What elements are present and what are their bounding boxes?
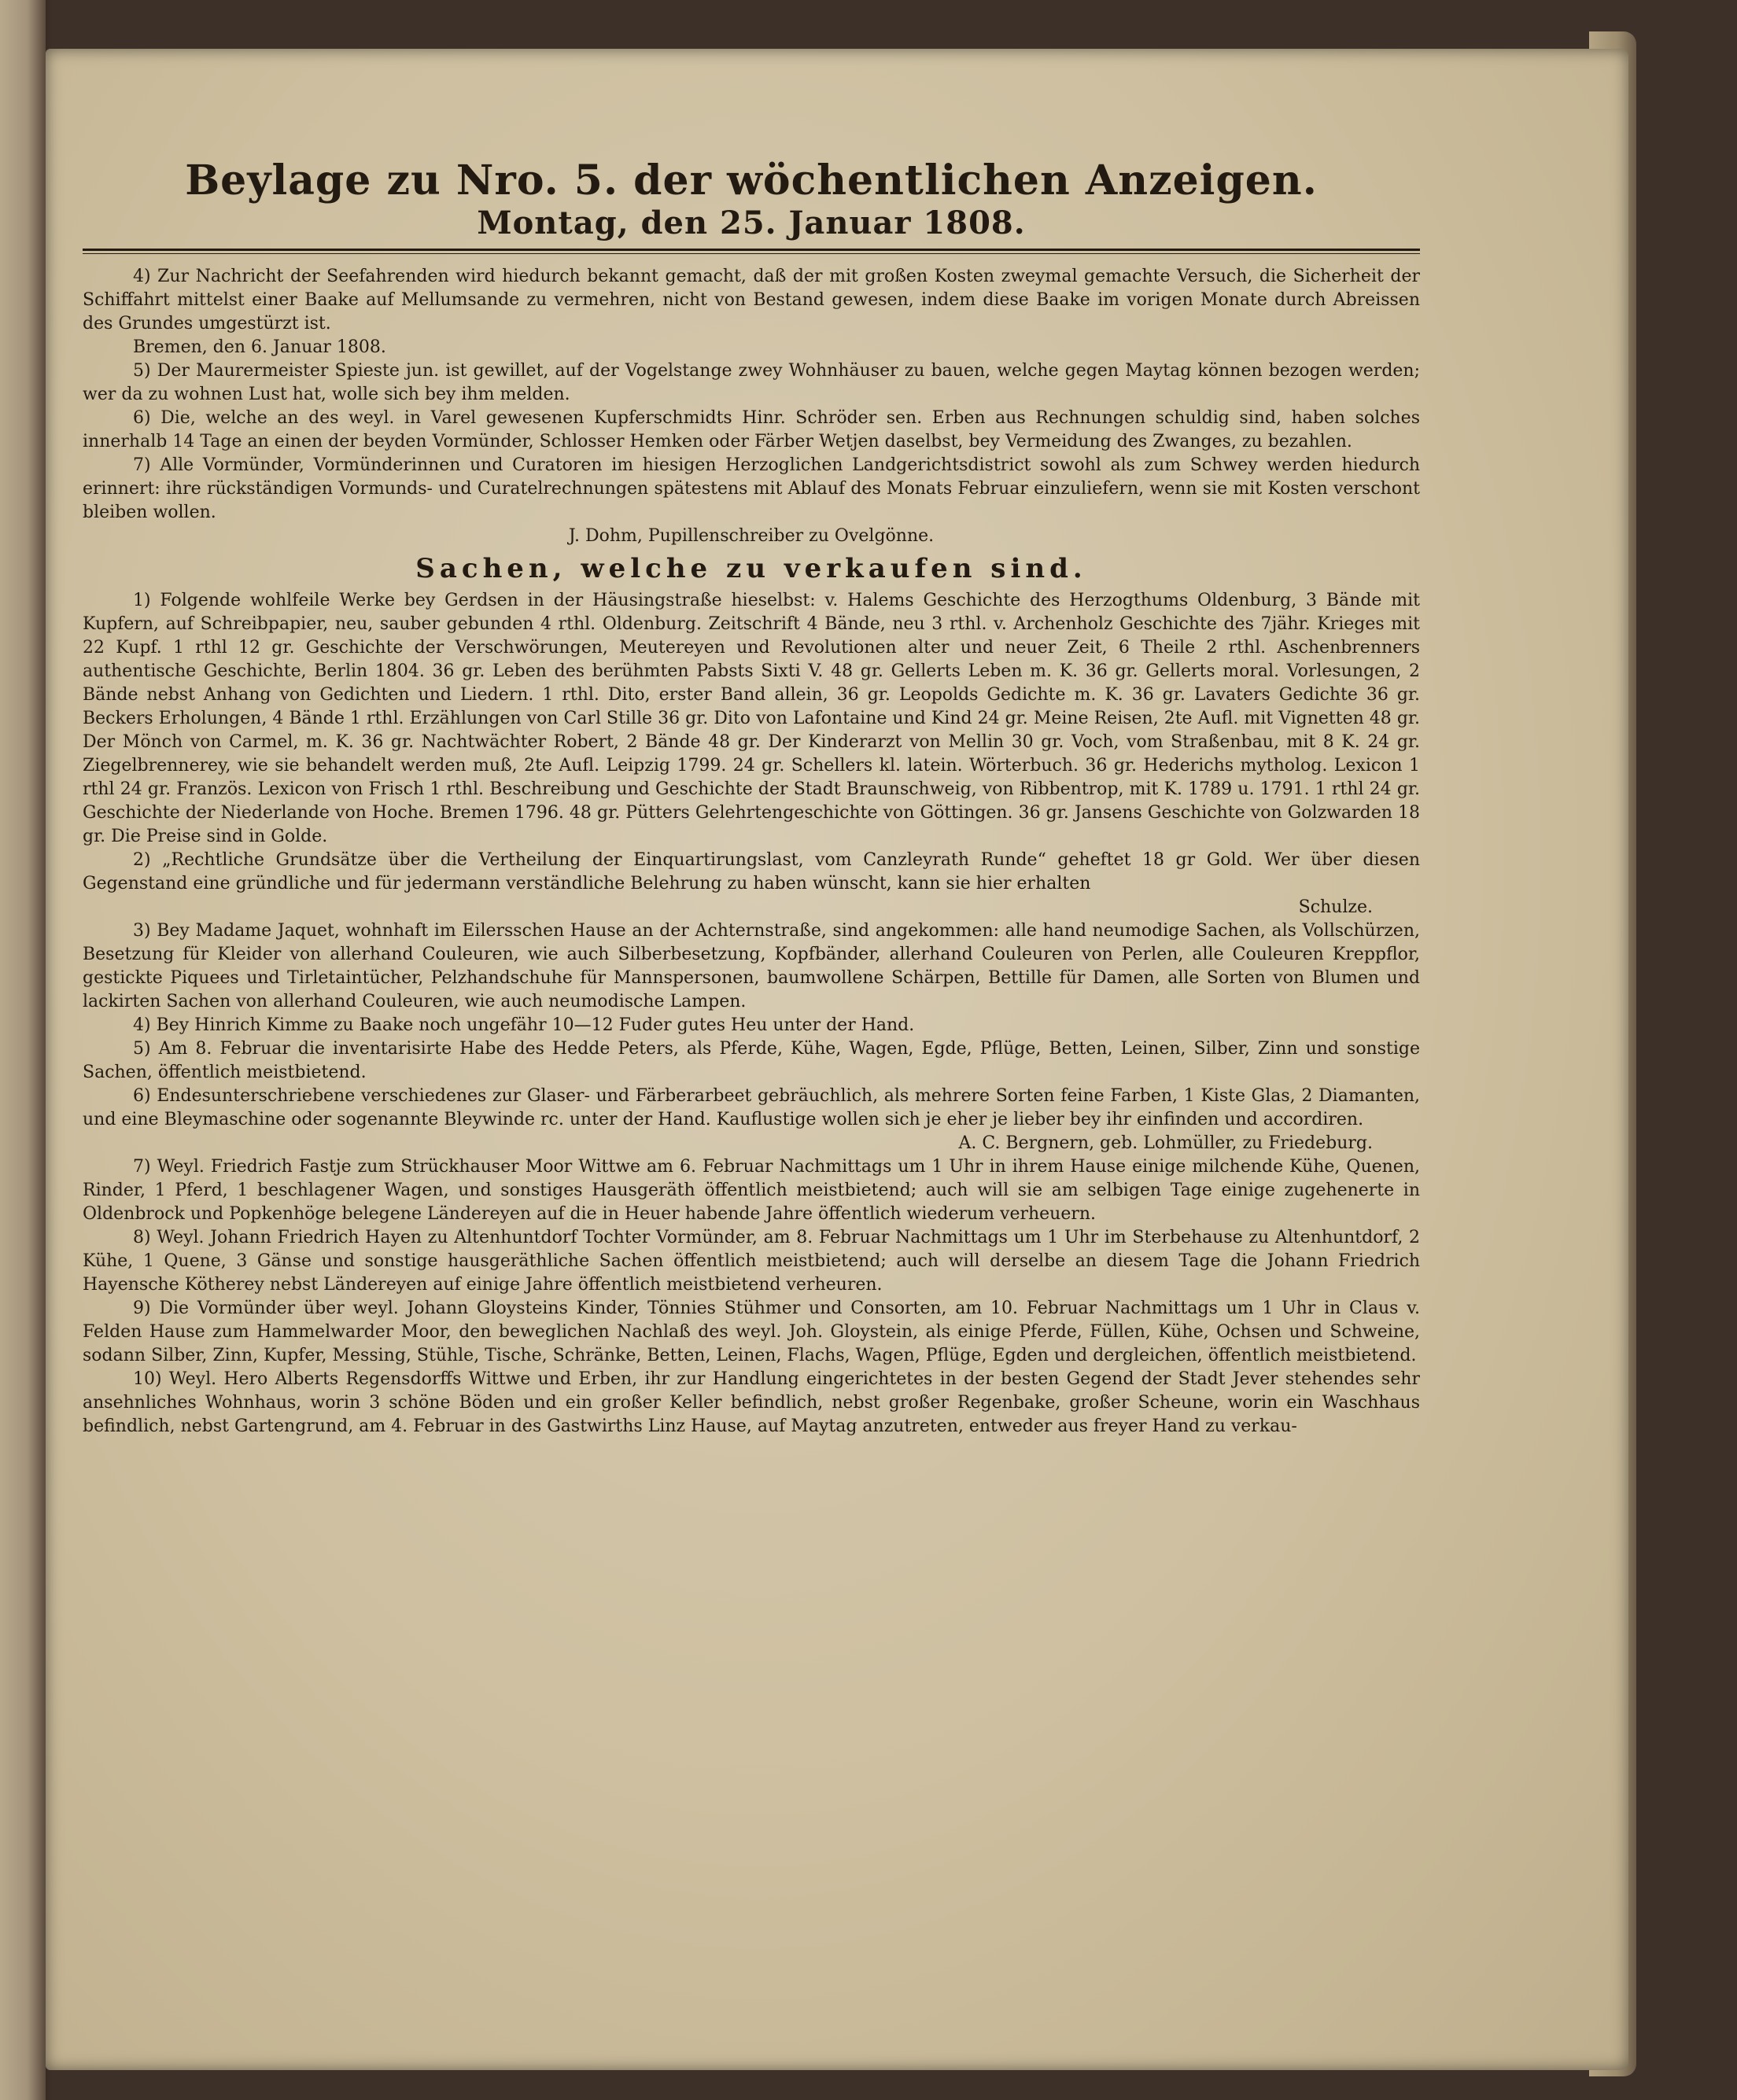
notice-4-dateline: Bremen, den 6. Januar 1808. <box>133 337 386 357</box>
previous-page-edge <box>0 0 46 2100</box>
page-title: Beylage zu Nro. 5. der wöchentlichen Anzeigen. <box>185 157 1318 204</box>
sale-2-signature: Schulze. <box>1298 897 1373 917</box>
sale-2: 2) „Rechtliche Grundsätze über die Vertheilung der Einquartirungslast, vom Canzleyrath Runde“ geheftet 18 gr Gold. Wer über diesen Gegenstand eine gründliche und für jedermann verständliche Belehrung zu haben wünscht, kann sie hier erhalten <box>83 850 1420 893</box>
section-title: Sachen, welche zu verkaufen sind. <box>415 553 1087 584</box>
notice-6: 6) Die, welche an des weyl. in Varel gewesenen Kupferschmidts Hinr. Schröder sen. Erben aus Rechnungen schuldig sind, haben solches innerhalb 14 Tage an einen der beyden Vormünder, Schlosser Hemken oder Färber Wetjen daselbst, bey Vermeidung des Zwanges, zu bezahlen. <box>83 408 1420 451</box>
notice-7: 7) Alle Vormünder, Vormünderinnen und Curatoren im hiesigen Herzoglichen Landgerichtsdistrict sowohl als zum Schwey werden hiedurch erinnert: ihre rückständigen Vormunds- und Curatelrechnungen spätestens mit Ablauf des Monats Februar einzuliefern, wenn sie mit Kosten verschont bleiben wollen. <box>83 455 1420 522</box>
sale-6: 6) Endesunterschriebene verschiedenes zur Glaser- und Färberarbeet gebräuchlich, als mehrere Sorten feine Farben, 1 Kiste Glas, 2 Diamanten, und eine Bleymaschine oder sogenannte Bleywinde rc. unter der Hand. Kauflustige wollen sich je eher je lieber bey ihr einfinden und accordiren. <box>83 1086 1420 1129</box>
page-content <box>83 157 1420 2061</box>
sale-5: 5) Am 8. Februar die inventarisirte Habe des Hedde Peters, als Pferde, Kühe, Wagen, Egde, Pflüge, Betten, Leinen, Silber, Zinn und sonstige Sachen, öffentlich meistbietend. <box>83 1039 1420 1082</box>
sale-3: 3) Bey Madame Jaquet, wohnhaft im Eilersschen Hause an der Achternstraße, sind angekommen: alle hand neumodige Sachen, als Vollschürzen, Besetzung für Kleider von allerhand Couleuren, wie auch Silberbesetzung, Kopfbänder, allerhand Couleuren von Perlen, alle Couleuren Kreppflor, gestickte Piquees und Tirletaintücher, Pelzhandschuhe für Mannspersonen, baumwollene Schärpen, Bettille für Damen, alle Sorten von Blumen und lackirten Sachen von allerhand Couleuren, wie auch neumodische Lampen. <box>83 921 1420 1011</box>
header-rule <box>83 249 1420 254</box>
page-date: Montag, den 25. Januar 1808. <box>477 204 1026 241</box>
sale-6-signature: A. C. Bergnern, geb. Lohmüller, zu Friedeburg. <box>958 1133 1373 1153</box>
sale-4: 4) Bey Hinrich Kimme zu Baake noch ungefähr 10—12 Fuder gutes Heu unter der Hand. <box>133 1015 915 1035</box>
sale-8: 8) Weyl. Johann Friedrich Hayen zu Altenhuntdorf Tochter Vormünder, am 8. Februar Nachmittags um 1 Uhr im Sterbehause zu Altenhuntdorf, 2 Kühe, 1 Quene, 3 Gänse und sonstige hausgeräthliche Sachen öffentlich meistbietend; auch will derselbe an diesem Tage die Johann Friedrich Hayensche Kötherey nebst Ländereyen auf einige Jahre öffentlich meistbietend verheuren. <box>83 1228 1420 1295</box>
sale-10: 10) Weyl. Hero Alberts Regensdorffs Wittwe und Erben, ihr zur Handlung eingerichtetes in der besten Gegend der Stadt Jever stehendes sehr ansehnliches Wohnhaus, worin 3 schöne Böden und ein großer Keller befindlich, nebst großer Regenbake, großer Scheune, worin ein Waschhaus befindlich, nebst Gartengrund, am 4. Februar in des Gastwirths Linz Hause, auf Maytag anzutreten, entweder aus freyer Hand zu verkau- <box>83 1369 1420 1436</box>
notice-signature: J. Dohm, Pupillenschreiber zu Ovelgönne. <box>568 526 935 546</box>
sale-1: 1) Folgende wohlfeile Werke bey Gerdsen in der Häusingstraße hieselbst: v. Halems Geschichte des Herzogthums Oldenburg, 3 Bände mit Kupfern, auf Schreibpapier, neu, sauber gebunden 4 rthl. Oldenburg. Zeitschrift 4 Bände, neu 3 rthl. v. Archenholz Geschichte des 7jähr. Krieges mit 22 Kupf. 1 rthl 12 gr. Geschichte der Verschwörungen, Meutereyen und Revolutionen alter und neuer Zeit, 6 Theile 2 rthl. Aschenbrenners authentische Geschichte, Berlin 1804. 36 gr. Leben des berühmten Pabsts Sixti V. 48 gr. Gellerts Leben m. K. 36 gr. Gellerts moral. Vorlesungen, 2 Bände nebst Anhang von Gedichten und Liedern. 1 rthl. Dito, erster Band allein, 36 gr. Leopolds Gedichte m. K. 36 gr. Lavaters Gedichte 36 gr. Beckers Erholungen, 4 Bände 1 rthl. Erzählungen von Carl Stille 36 gr. Dito von Lafontaine und Kind 24 gr. Meine Reisen, 2te Aufl. mit Vignetten 48 gr. Der Mönch von Carmel, m. K. 36 gr. Nachtwächter Robert, 2 Bände 48 gr. Der Kinderarzt von Mellin 30 gr. Voch, vom Straßenbau, mit 8 K. 24 gr. Ziegelbrennerey, wie sie behandelt werden muß, 2te Aufl. Leipzig 1799. 24 gr. Schellers kl. latein. Wörterbuch. 36 gr. Hederichs mytholog. Lexicon 1 rthl 24 gr. Französ. Lexicon von Frisch 1 rthl. Beschreibung und Geschichte der Stadt Braunschweig, von Ribbentrop, mit K. 1789 u. 1791. 1 rthl 24 gr. Geschichte der Niederlande von Hoche. Bremen 1796. 48 gr. Pütters Gelehrtengeschichte von Göttingen. 36 gr. Jansens Geschichte von Golzwarden 18 gr. Die Preise sind in Golde. <box>83 591 1420 846</box>
sale-9: 9) Die Vormünder über weyl. Johann Gloysteins Kinder, Tönnies Stühmer und Consorten, am 10. Februar Nachmittags um 1 Uhr in Claus v. Felden Hause zum Hammelwarder Moor, den beweglichen Nachlaß des weyl. Joh. Gloystein, als einige Pferde, Füllen, Kühe, Ochsen und Schweine, sodann Silber, Zinn, Kupfer, Messing, Stühle, Tische, Schränke, Betten, Leinen, Flachs, Wagen, Pflüge, Egden und dergleichen, öffentlich meistbietend. <box>83 1299 1420 1365</box>
sale-7: 7) Weyl. Friedrich Fastje zum Strückhauser Moor Wittwe am 6. Februar Nachmittags um 1 Uhr in ihrem Hause einige milchende Kühe, Quenen, Rinder, 1 Pferd, 1 beschlagener Wagen, und sonstiges Hausgeräth öffentlich meistbietend; auch will sie am selbigen Tage einige zugehenerte in Oldenbrock und Popkenhöge belegene Ländereyen auf die in Heuer habende Jahre öffentlich wiederum verheuern. <box>83 1157 1420 1224</box>
notice-4: 4) Zur Nachricht der Seefahrenden wird hiedurch bekannt gemacht, daß der mit großen Kosten zweymal gemachte Versuch, die Sicherheit der Schiffahrt mittelst einer Baake auf Mellumsande zu vermehren, nicht von Bestand gewesen, indem diese Baake im vorigen Monate durch Abreissen des Grundes umgestürzt ist. <box>83 267 1420 333</box>
notice-5: 5) Der Maurermeister Spieste jun. ist gewillet, auf der Vogelstange zwey Wohnhäuser zu bauen, welche gegen Maytag können bezogen werden; wer da zu wohnen Lust hat, wolle sich bey ihm melden. <box>83 361 1420 404</box>
